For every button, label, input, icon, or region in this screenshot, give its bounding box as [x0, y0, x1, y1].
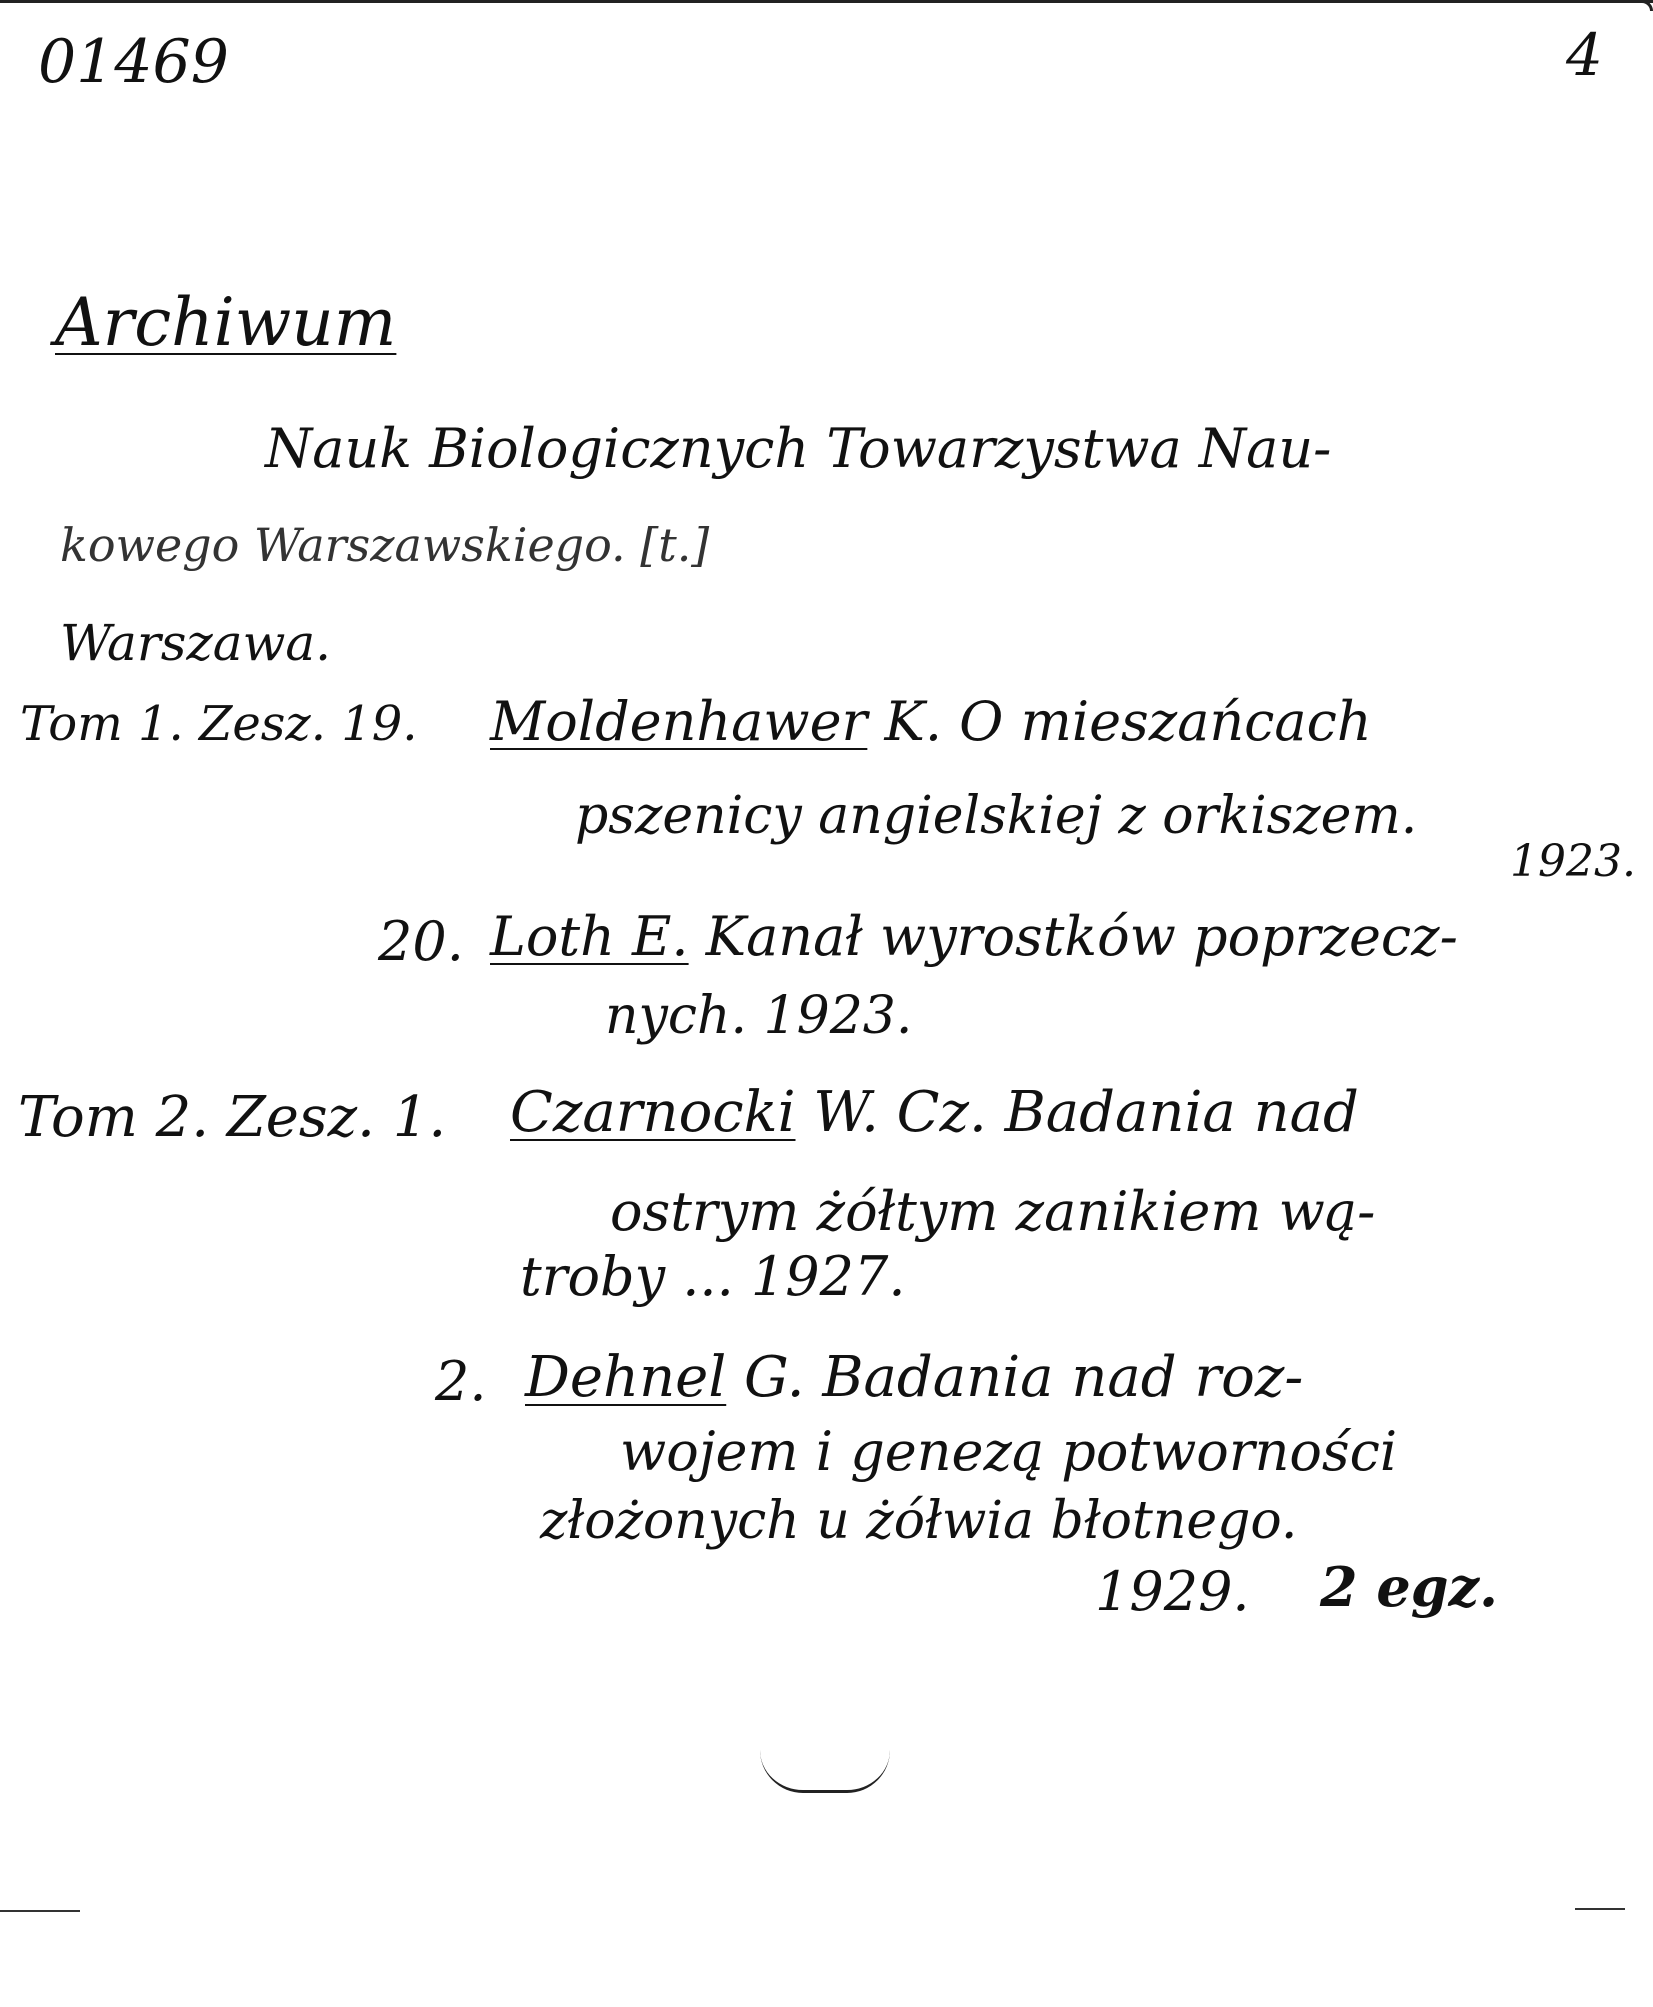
- place: Warszawa.: [60, 614, 332, 672]
- edge-mark-left: [0, 1910, 80, 1912]
- heading: Archiwum: [55, 284, 397, 361]
- entry-2-author: Loth E.: [490, 905, 689, 968]
- entry-4-line-3: złożonych u żółwia błotnego.: [540, 1491, 1298, 1551]
- entry-1-line-1: [490, 690, 1372, 753]
- publisher-line-2: kowego Warszawskiego. [t.]: [60, 518, 710, 572]
- entry-4-line-1-rest: G. Badania nad roz-: [726, 1345, 1304, 1410]
- entry-4-author: Dehnel: [525, 1345, 727, 1410]
- entry-4-line-1: [525, 1345, 1304, 1410]
- entry-3-prefix: Tom 2. Zesz. 1.: [18, 1085, 447, 1150]
- edge-mark-right: [1575, 1908, 1625, 1910]
- entry-4-line-4: 1929.: [1095, 1560, 1250, 1623]
- entry-4-prefix: 2.: [435, 1350, 487, 1413]
- publisher-line-1: Nauk Biologicznych Towarzystwa Nau-: [265, 417, 1332, 480]
- entry-3-line-1: [510, 1080, 1359, 1145]
- entry-3-author: Czarnocki: [510, 1080, 796, 1145]
- decorative-mark: [760, 1750, 890, 1793]
- entry-2-prefix: 20.: [378, 910, 464, 973]
- entry-3-line-2: ostrym żółtym zanikiem wą-: [610, 1180, 1376, 1243]
- entry-1-line-2: pszenicy angielskiej z orkiszem.: [575, 786, 1418, 846]
- entry-1-prefix: Tom 1. Zesz. 19.: [20, 696, 418, 752]
- entry-4-line-2: wojem i genezą potworności: [620, 1420, 1398, 1483]
- copies-count: 2 egz.: [1320, 1555, 1498, 1619]
- card-corner: [1610, 0, 1653, 11]
- entry-2-line-1-rest: Kanał wyrostków poprzecz-: [688, 905, 1458, 968]
- card-top-edge: [0, 0, 1653, 3]
- entry-3-line-3: troby ... 1927.: [520, 1245, 906, 1308]
- entry-1-line-3: 1923.: [1510, 836, 1636, 887]
- card-number: 01469: [38, 27, 229, 97]
- entry-3-line-1-rest: W. Cz. Badania nad: [795, 1080, 1359, 1145]
- entry-2-line-2: nych. 1923.: [605, 986, 913, 1046]
- entry-1-line-1-rest: K. O mieszańcach: [867, 690, 1372, 753]
- page-number: 4: [1566, 21, 1603, 89]
- entry-2-line-1: [490, 905, 1458, 968]
- entry-1-author: Moldenhawer: [490, 690, 868, 753]
